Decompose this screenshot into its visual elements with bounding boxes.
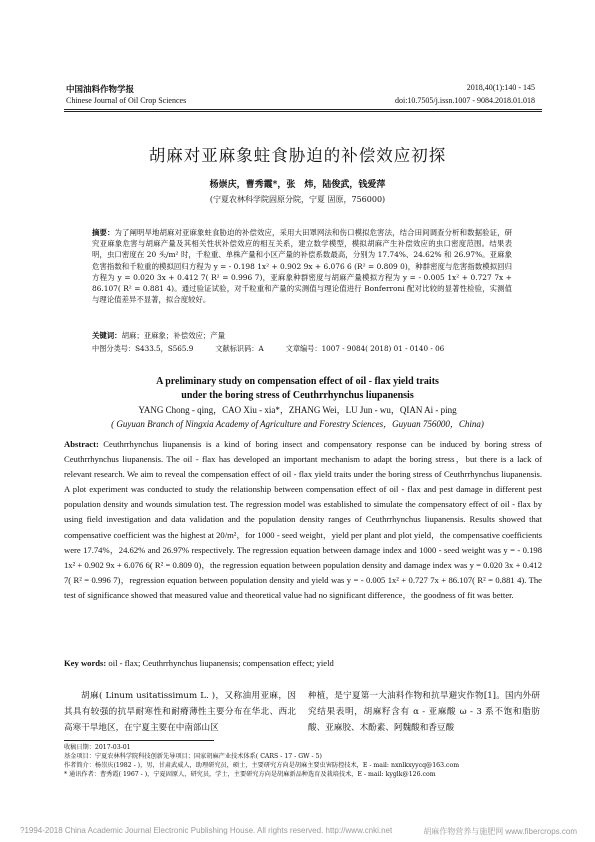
abstract-text-en: Ceuthrrhynchus liupanensis is a kind of boring insect and compensatory response can be induced by boring stress of Ceuthrrhynchus liupanensis. The oil - flax has developed an important mechanism to adapt the boring stress，but there is a lack of relevant research. We aim to reveal the compensation effect of oil - flax yield traits under the boring stress of Ceuthrrhynchus liupanensis. A plot experiment was conducted to study the relationship between compensation effect of oil - flax and pest damage in different pest population density and wounds simulation test. The regression model was established to simulate the compensatory effect of oil - flax by using field investigation and data validation and the population density ranges of Ceuthrrhynchus liupanensis. Results showed that compensative coefficient was the highest at 20/m²，for 1000 - seed weight，yield per plant and plot yield，the compensative coefficients were 17.74%，24.62% and 26.97% respectively. The regression equation between damage index and 1000 - seed weight was y = - 0.198 1x² + 0.902 9x + 6.076 6( R² = 0.809 0)，the regression equation between population density and damage index was y = 0.020 3x + 0.412 7( R² = 0.996 7)，regression equation between population density and yield was y = - 0.005 1x² + 0.727 7x + 86.107( R² = 0.881 4). The test of significance showed that measured value and theoretical value had no significant difference，the goodness of fit was better. — [64, 439, 543, 600]
abstract-en — [64, 437, 542, 603]
body-column-right: 种植，是宁夏第一大油料作物和抗旱避灾作物[1]。国内外研究结果表明，胡麻籽含有 α - 亚麻酸 ω - 3 系不饱和脂肪酸、亚麻胶、木酚素、阿魏酸和香豆酸 — [308, 691, 540, 733]
footnote-rule — [64, 740, 214, 741]
footnote-received: 收稿日期：2017-03-01 — [64, 744, 131, 751]
keywords-cn — [92, 330, 512, 341]
affiliation-cn: (宁夏农林科学院固原分院，宁夏 固原，756000) — [209, 195, 386, 204]
footnote-corresponding: * 通讯作者：曹秀霞( 1967 - )，宁夏固原人，研究员，学士，主要研究方向是胡麻新品种选育及栽培技术，E - mail: kyglk@126.com — [64, 771, 436, 778]
abstract-cn — [92, 227, 512, 305]
keywords-label-en: Key words: — [64, 658, 107, 668]
issue-info: 2018,40(1):140 - 145 — [466, 83, 535, 92]
watermark-text: 胡麻作物营养与施肥网 www.fibercrops.com — [423, 827, 577, 836]
paper-title-en — [0, 375, 595, 403]
classification-line — [92, 344, 542, 354]
document-code: 文献标识码：A — [215, 344, 264, 353]
abstract-label-en: Abstract: — [64, 439, 99, 449]
doi[interactable]: doi:10.7505/j.issn.1007 - 9084.2018.01.018 — [394, 96, 535, 105]
footnote-funding: 基金项目：宁夏农林科学院科技创新先导项目；国家胡麻产业技术体系( CARS - 17 - GW - 5) — [64, 753, 322, 760]
journal-name-cn: 中国油料作物学报 — [66, 85, 135, 95]
abstract-label-cn: 摘要： — [92, 228, 115, 237]
header-rule — [64, 109, 542, 110]
body-column-left: 胡麻( Linum usitatissimum L. )，又称油用亚麻，因其具有较强的抗旱耐寒性和耐瘠薄性主要分布在华北、西北高寒干旱地区，在宁夏主要在中南部山区 — [64, 691, 296, 733]
header-rule-double — [64, 111, 542, 112]
keywords-label-cn: 关键词： — [92, 331, 122, 340]
affiliation-en: ( Guyuan Branch of Ningxia Academy of Agriculture and Forestry Sciences，Guyuan 756000，China) — [111, 419, 484, 429]
title-en-line2: under the boring stress of Ceuthrrhynchus liupanensis — [181, 390, 414, 401]
authors-cn: 杨崇庆，曹秀霞*，张 炜，陆俊武，钱爱萍 — [209, 180, 386, 190]
keywords-en — [64, 658, 542, 668]
clc-number: 中图分类号：S433.5，S565.9 — [92, 344, 194, 353]
abstract-text-cn: 为了阐明旱地胡麻对亚麻象蛀食胁迫的补偿效应，采用大田罩网法和伤口模拟危害法，结合田间调查分析和数据验证，研究亚麻象危害与胡麻产量及其相关性状补偿效应的相互关系，建立数学模型，模拟胡麻产生补偿效应的虫口密度范围。结果表明，虫口密度在 20 头/m² 时，千粒重、单株产量和小区产量的补偿系数最高，分别为 17.74%、24.62% 和 26.97%。亚麻象危害指数和千粒重的模拟回归方程为 y = - 0.198 1x² + 0.902 9x + 6.076 6 (R² = 0.809 0)，种群密度与危害指数模拟回归方程为 y = 0.020 3x + 0.412 7( R² = 0.996 7)，亚麻象种群密度与胡麻产量模拟方程为 y = - 0.005 1x² + 0.727 7x + 86.107( R² = 0.881 4)。通过验证试验，对千粒重和产量的实测值与理论值进行 Bonferroni 配对比较的显著性检验，实测值与理论值差异不显著，拟合度较好。 — [92, 228, 512, 305]
keywords-text-en: oil - flax; Ceuthrrhynchus liupanensis; compensation effect; yield — [108, 658, 334, 668]
footnote-author-bio: 作者简介：杨崇庆(1982 - )，男，甘肃武威人，助理研究员，硕士，主要研究方向是胡麻主要虫害防控技术，E - mail: nxnlkxyycq@163.com — [64, 762, 460, 769]
journal-name-en: Chinese Journal of Oil Crop Sciences — [66, 96, 187, 105]
title-en-line1: A preliminary study on compensation effect of oil - flax yield traits — [156, 376, 439, 387]
paper-title-cn: 胡麻对亚麻象蛀食胁迫的补偿效应初探 — [148, 146, 447, 165]
article-number: 文章编号：1007 - 9084( 2018) 01 - 0140 - 06 — [285, 344, 445, 353]
copyright-notice: ?1994-2018 China Academic Journal Electronic Publishing House. All rights reserved. http://www.cnki.net — [20, 826, 393, 835]
authors-en: YANG Chong - qing，CAO Xiu - xia*，ZHANG Wei，LU Jun - wu，QIAN Ai - ping — [138, 405, 457, 415]
keywords-text-cn: 胡麻；亚麻象；补偿效应；产量 — [121, 331, 226, 340]
